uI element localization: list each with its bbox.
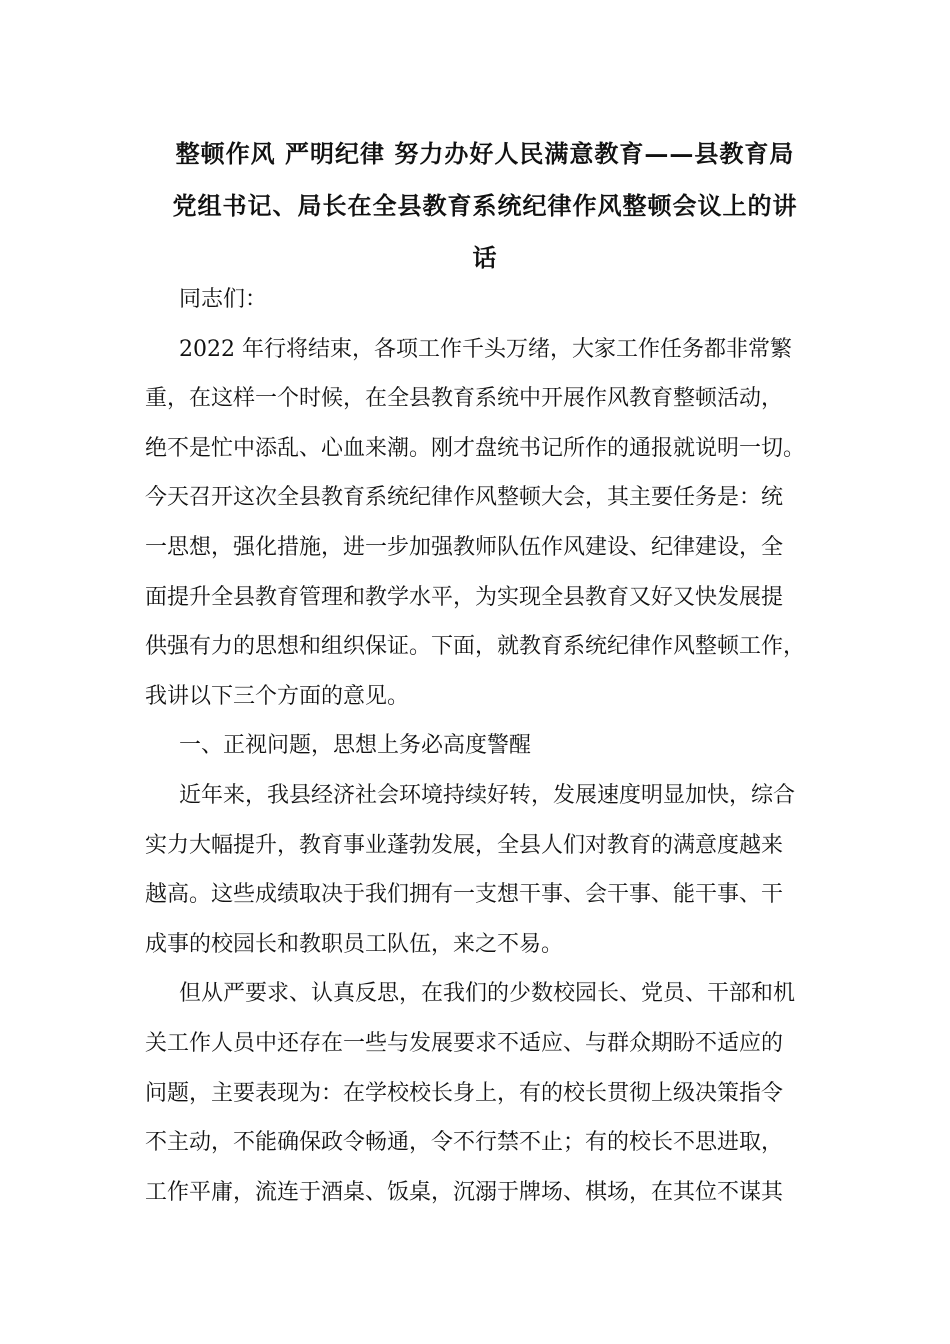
paragraph-line: 面提升全县教育管理和教学水平，为实现全县教育又好又快发展提 [145, 584, 784, 610]
paragraph-line: 近年来，我县经济社会环境持续好转，发展速度明显加快，综合 [179, 782, 796, 808]
paragraph-line: 实力大幅提升，教育事业蓬勃发展，全县人们对教育的满意度越来 [145, 832, 784, 858]
paragraph-line: 2022 年行将结束，各项工作千头万绪，大家工作任务都非常繁 [179, 336, 792, 362]
title-line: 话 [472, 243, 498, 272]
title-line: 整顿作风 严明纪律 努力办好人民满意教育——县教育局 [175, 139, 795, 168]
paragraph-line: 但从严要求、认真反思，在我们的少数校园长、党员、干部和机 [179, 981, 796, 1007]
paragraph-line: 一思想，强化措施，进一步加强教师队伍作风建设、纪律建设，全 [145, 534, 784, 560]
paragraph-line: 供强有力的思想和组织保证。下面，就教育系统纪律作风整顿工作， [145, 634, 806, 660]
document-body [145, 275, 825, 1217]
salutation: 同志们： [179, 287, 268, 312]
paragraph-line: 不主动，不能确保政令畅通，令不行禁不止；有的校长不思进取， [145, 1130, 784, 1156]
paragraph-line: 越高。这些成绩取决于我们拥有一支想干事、会干事、能干事、干 [145, 882, 784, 908]
title-line: 党组书记、局长在全县教育系统纪律作风整顿会议上的讲 [172, 191, 798, 220]
paragraph-line: 我讲以下三个方面的意见。 [145, 683, 410, 709]
paragraph-line: 问题，主要表现为：在学校校长身上，有的校长贯彻上级决策指令 [145, 1080, 784, 1106]
paragraph-line: 今天召开这次全县教育系统纪律作风整顿大会，其主要任务是：统 [145, 485, 784, 511]
paragraph-line: 绝不是忙中添乱、心血来潮。刚才盘统书记所作的通报就说明一切。 [145, 435, 806, 461]
paragraph-line: 重，在这样一个时候，在全县教育系统中开展作风教育整顿活动， [145, 386, 784, 412]
paragraph-line: 工作平庸，流连于酒桌、饭桌，沉溺于牌场、棋场，在其位不谋其 [145, 1179, 784, 1205]
document-title [145, 128, 825, 284]
section-heading: 一、正视问题，思想上务必高度警醒 [179, 733, 532, 759]
paragraph-line: 关工作人员中还存在一些与发展要求不适应、与群众期盼不适应的 [145, 1030, 784, 1056]
paragraph-line: 成事的校园长和教职员工队伍，来之不易。 [145, 931, 564, 957]
